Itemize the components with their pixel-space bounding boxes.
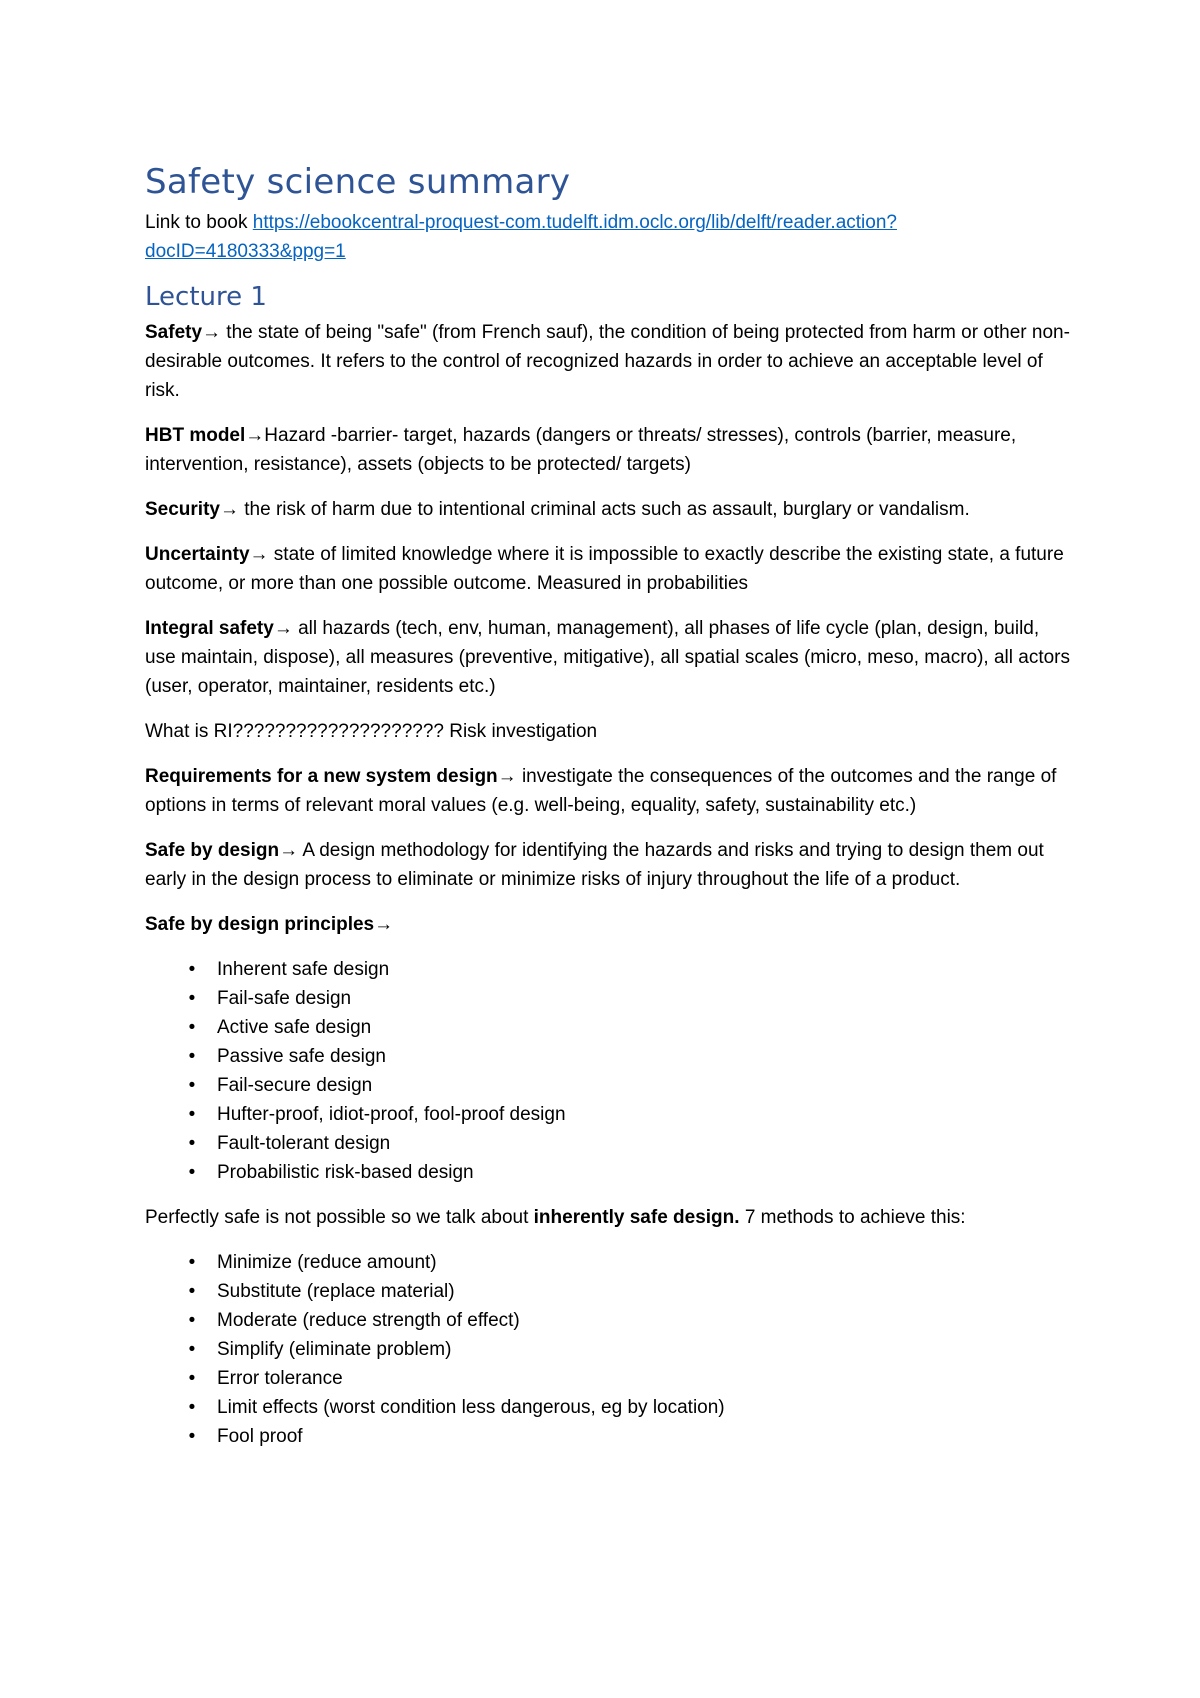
list-item — [188, 1158, 1075, 1187]
list-item — [188, 1013, 1075, 1042]
definition-term: Requirements for a new system design→ — [145, 766, 517, 787]
list-item — [188, 1248, 1075, 1277]
list-item — [188, 1422, 1075, 1451]
list-item-text: Error tolerance — [217, 1368, 343, 1389]
principles-heading: Safe by design principles→ — [145, 914, 394, 935]
document-title: Safety science summary — [145, 162, 571, 202]
list-item — [188, 1393, 1075, 1422]
definition-term: Security→ — [145, 499, 239, 520]
bullet-icon: • — [188, 1046, 196, 1067]
ri-question: What is RI???????????????????? Risk investigation — [145, 721, 598, 742]
list-item-text: Inherent safe design — [217, 959, 390, 980]
intro-text: Perfectly safe is not possible so we talk about — [145, 1207, 534, 1228]
definition-text: all hazards (tech, env, human, management), all phases of life cycle (plan, design, build, use maintain, dispose), all measures (preventive, mitigative), all spatial scales (micro, meso, macro), all actors (user, operator, maintainer, residents etc.) — [145, 618, 1070, 697]
lecture-heading: Lecture 1 — [145, 282, 267, 312]
list-item-text: Fail-secure design — [217, 1075, 373, 1096]
definition-requirements — [145, 762, 1075, 820]
list-item-text: Probabilistic risk-based design — [217, 1162, 474, 1183]
list-item — [188, 1071, 1075, 1100]
list-item — [188, 1277, 1075, 1306]
bullet-icon: • — [188, 959, 196, 980]
inherent-safe-intro — [145, 1203, 1075, 1232]
principles-heading-paragraph — [145, 910, 1075, 939]
bullet-icon: • — [188, 1104, 196, 1125]
bullet-icon: • — [188, 988, 196, 1009]
book-link[interactable] — [145, 212, 897, 262]
list-item — [188, 984, 1075, 1013]
list-item-text: Passive safe design — [217, 1046, 386, 1067]
bullet-icon: • — [188, 1133, 196, 1154]
bullet-icon: • — [188, 1162, 196, 1183]
definition-text: A design methodology for identifying the hazards and risks and trying to design them out early in the design process to eliminate or minimize risks of injury throughout the life of a product. — [145, 840, 1044, 890]
intro-text-end: 7 methods to achieve this: — [739, 1207, 966, 1228]
list-item-text: Fault-tolerant design — [217, 1133, 391, 1154]
bullet-icon: • — [188, 1310, 196, 1331]
definition-safe-by-design — [145, 836, 1075, 894]
list-item — [188, 1335, 1075, 1364]
list-item-text: Substitute (replace material) — [217, 1281, 455, 1302]
definition-integral-safety — [145, 614, 1075, 701]
bullet-icon: • — [188, 1368, 196, 1389]
book-link-label: Link to book — [145, 212, 253, 233]
definition-hbt-model — [145, 421, 1075, 479]
definition-text: state of limited knowledge where it is impossible to exactly describe the existing state, a future outcome, or more than one possible outcome. Measured in probabilities — [145, 544, 1064, 594]
bullet-icon: • — [188, 1075, 196, 1096]
definition-text: the risk of harm due to intentional criminal acts such as assault, burglary or vandalism. — [238, 499, 970, 520]
list-item-text: Moderate (reduce strength of effect) — [217, 1310, 520, 1331]
list-item-text: Active safe design — [217, 1017, 372, 1038]
bullet-icon: • — [188, 1252, 196, 1273]
list-item-text: Simplify (eliminate problem) — [217, 1339, 452, 1360]
bullet-icon: • — [188, 1281, 196, 1302]
definition-text: investigate the consequences of the outcomes and the range of options in terms of relevant moral values (e.g. well-being, equality, safety, sustainability etc.) — [145, 766, 1057, 816]
intro-emphasis: inherently safe design. — [533, 1207, 740, 1228]
book-link-line-2[interactable]: docID=4180333&ppg=1 — [145, 241, 346, 262]
definition-security — [145, 495, 1075, 524]
list-item-text: Minimize (reduce amount) — [217, 1252, 437, 1273]
definition-uncertainty — [145, 540, 1075, 598]
bullet-icon: • — [188, 1397, 196, 1418]
list-item-text: Limit effects (worst condition less dangerous, eg by location) — [217, 1397, 725, 1418]
list-item-text: Fail-safe design — [217, 988, 352, 1009]
definition-term: Uncertainty→ — [145, 544, 269, 565]
methods-list — [145, 1248, 1075, 1451]
definition-text: the state of being "safe" (from French sauf), the condition of being protected from harm or other non-desirable outcomes. It refers to the control of recognized hazards in order to achieve an acceptable level of risk. — [145, 322, 1070, 401]
list-item — [188, 955, 1075, 984]
list-item — [188, 1306, 1075, 1335]
list-item — [188, 1100, 1075, 1129]
definition-term: Integral safety→ — [145, 618, 293, 639]
principles-list — [145, 955, 1075, 1187]
list-item-text: Hufter-proof, idiot-proof, fool-proof design — [217, 1104, 566, 1125]
definition-safety — [145, 318, 1075, 405]
definition-text: Hazard -barrier- target, hazards (dangers or threats/ stresses), controls (barrier, measure, intervention, resistance), assets (objects to be protected/ targets) — [145, 425, 1017, 475]
list-item — [188, 1129, 1075, 1158]
book-link-line-1[interactable]: https://ebookcentral-proquest-com.tudelft.idm.oclc.org/lib/delft/reader.action? — [252, 212, 897, 233]
list-item — [188, 1042, 1075, 1071]
definition-term: HBT model→ — [145, 425, 265, 446]
list-item-text: Fool proof — [217, 1426, 303, 1447]
definition-term: Safety→ — [145, 322, 222, 343]
book-link-paragraph — [145, 208, 1075, 266]
document-page — [145, 160, 1075, 1467]
bullet-icon: • — [188, 1017, 196, 1038]
bullet-icon: • — [188, 1426, 196, 1447]
list-item — [188, 1364, 1075, 1393]
bullet-icon: • — [188, 1339, 196, 1360]
definition-term: Safe by design→ — [145, 840, 299, 861]
